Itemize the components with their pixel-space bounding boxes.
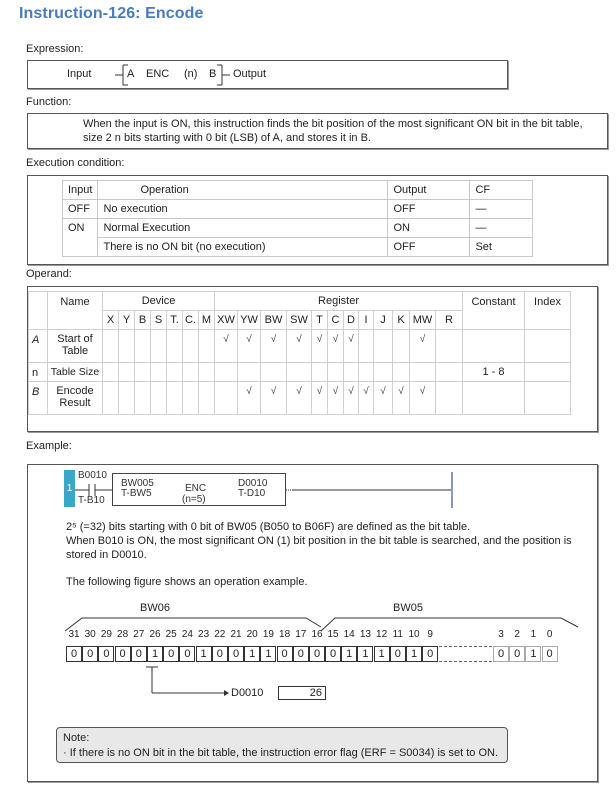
op-check-cell: [135, 330, 151, 363]
op-check-cell: [151, 382, 167, 415]
example-text-3: stored in D0010.: [66, 549, 147, 561]
op-check-cell: [312, 363, 328, 382]
operand-header-row-1: [29, 292, 571, 311]
op-col-header: J: [374, 311, 393, 330]
bit-cell: 1: [341, 646, 357, 662]
exec-header-output: Output: [388, 181, 470, 200]
op-check-cell: √: [393, 382, 410, 415]
operand-label: Operand:: [26, 268, 72, 280]
expression-input: Input: [67, 68, 92, 80]
function-line-2: size 2 n bits starting with 0 bit (LSB) of A, and stores it in B.: [83, 132, 371, 144]
op-col-header: C: [328, 311, 344, 330]
bit-cell: 0: [309, 646, 325, 662]
expression-mnemonic: ENC: [146, 68, 170, 80]
bit-cell: 1: [406, 646, 422, 662]
op-check-cell: [119, 382, 135, 415]
op-check-cell: √: [238, 382, 261, 415]
bit-cell: 0: [82, 646, 98, 662]
op-check-cell: √: [410, 330, 436, 363]
op-check-cell: [393, 363, 410, 382]
op-check-cell: [344, 363, 359, 382]
op-check-cell: [167, 330, 183, 363]
op-row-name: Encode Result: [48, 382, 103, 415]
contact-label-top: B0010: [78, 470, 107, 481]
bit-cell: 0: [390, 646, 406, 662]
op-check-cell: [328, 363, 344, 382]
op-check-cell: √: [374, 382, 393, 415]
op-col-header: I: [359, 311, 374, 330]
result-value: 26: [278, 686, 326, 700]
bit-position-label: 1: [530, 629, 537, 640]
operand-table: [28, 291, 571, 415]
expression-output: Output: [233, 68, 267, 80]
omitted-bits-gap: [439, 646, 492, 662]
bit-cell: 0: [509, 646, 525, 662]
op-col-header: X: [103, 311, 119, 330]
op-check-cell: [359, 363, 374, 382]
exec-header-cf: CF: [470, 181, 533, 200]
bit-position-label: 28: [117, 629, 129, 640]
bit-position-label: 11: [392, 629, 403, 640]
bit-cell: 0: [325, 646, 341, 662]
bit-cell: 1: [147, 646, 163, 662]
example-box: [27, 464, 598, 782]
contact-label-bottom: T-B10: [78, 495, 105, 506]
bit-cell: 1: [357, 646, 373, 662]
example-label: Example:: [26, 440, 72, 452]
bit-cell: 0: [179, 646, 195, 662]
exec-cell: OFF: [388, 238, 470, 257]
bit-cell: 0: [228, 646, 244, 662]
execution-header-row: [63, 181, 533, 200]
bit-cell: 0: [277, 646, 293, 662]
bit-table: [28, 629, 599, 669]
page-title: Instruction-126: Encode: [19, 5, 204, 22]
op-check-cell: √: [410, 382, 436, 415]
bit-cell: 0: [163, 646, 179, 662]
exec-cell: There is no ON bit (no execution): [98, 238, 388, 257]
op-header-sym: [29, 292, 48, 330]
op-row-index: [525, 330, 571, 363]
expression-param: (n): [184, 68, 198, 80]
bit-position-label: 3: [498, 629, 504, 640]
op-header-register: Register: [215, 292, 463, 311]
bit-cell: 0: [66, 646, 82, 662]
exec-cell: OFF: [388, 200, 470, 219]
op-check-cell: [199, 330, 215, 363]
bit-cell: 1: [374, 646, 390, 662]
op-check-cell: [103, 363, 119, 382]
bit-cell: 0: [293, 646, 309, 662]
op-check-cell: [103, 330, 119, 363]
exec-cell: No execution: [98, 200, 388, 219]
execution-box: [27, 175, 608, 265]
op-check-cell: [119, 363, 135, 382]
bit-cell: 1: [525, 646, 541, 662]
op-row-index: [525, 363, 571, 382]
bit-position-label: 10: [408, 629, 420, 640]
bit-position-label: 30: [84, 629, 96, 640]
dest-tag: T-D10: [238, 488, 266, 499]
expression-operand-b: B: [209, 68, 217, 80]
instruction-param: (n=5): [182, 494, 206, 505]
dest-operand: D0010: [238, 478, 268, 489]
op-check-cell: √: [287, 382, 312, 415]
exec-cell: Normal Execution: [98, 219, 388, 238]
bit-position-label: 27: [133, 629, 145, 640]
bit-position-label: 29: [100, 629, 112, 640]
bit-position-label: 24: [181, 629, 193, 640]
op-col-header: Y: [119, 311, 135, 330]
bw05-label: BW05: [393, 602, 423, 614]
op-check-cell: √: [238, 330, 261, 363]
table-row: [63, 238, 533, 257]
op-check-cell: [436, 382, 463, 415]
bit-cell: 0: [131, 646, 147, 662]
execution-table: [62, 180, 533, 257]
op-check-cell: [199, 382, 215, 415]
op-check-cell: [287, 363, 312, 382]
expression-operand-a: A: [127, 68, 135, 80]
exec-header-input: Input: [63, 181, 98, 200]
op-check-cell: [436, 363, 463, 382]
source-tag: T-BW5: [121, 488, 152, 499]
op-col-header: T: [312, 311, 328, 330]
op-header-constant: Constant: [463, 292, 525, 330]
op-check-cell: [393, 330, 410, 363]
ladder-diagram: [64, 470, 474, 510]
op-row-symbol: B: [29, 382, 48, 415]
expression-label: Expression:: [26, 43, 84, 55]
rung-wire: [286, 470, 456, 510]
exec-cell: [63, 238, 98, 257]
op-check-cell: √: [344, 382, 359, 415]
op-row-index: [525, 382, 571, 415]
op-check-cell: √: [328, 382, 344, 415]
bit-position-label: 31: [68, 629, 80, 640]
bit-position-label: 26: [149, 629, 161, 640]
op-header-name: Name: [48, 292, 103, 330]
bit-position-label: 19: [262, 629, 274, 640]
execution-label: Execution condition:: [26, 157, 125, 169]
bit-cell: 1: [260, 646, 276, 662]
table-row: [63, 200, 533, 219]
bit-position-label: 23: [198, 629, 210, 640]
bit-cell: 0: [542, 646, 558, 662]
op-check-cell: [436, 330, 463, 363]
bit-position-label: 0: [546, 629, 553, 640]
op-col-header: YW: [238, 311, 261, 330]
exec-cell: OFF: [63, 200, 98, 219]
op-check-cell: [151, 363, 167, 382]
op-check-cell: [103, 382, 119, 415]
bit-position-label: 16: [311, 629, 323, 640]
op-check-cell: √: [344, 330, 359, 363]
op-check-cell: [119, 330, 135, 363]
bit-position-label: 13: [359, 629, 371, 640]
result-register: D0010: [231, 687, 264, 699]
example-text-4: The following figure shows an operation example.: [66, 576, 308, 588]
op-col-header: MW: [410, 311, 436, 330]
bit-position-label: 18: [279, 629, 291, 640]
exec-cell: ON: [388, 219, 470, 238]
op-row-constant: [463, 330, 525, 363]
op-check-cell: [151, 330, 167, 363]
op-check-cell: √: [287, 330, 312, 363]
bit-cell: 1: [196, 646, 212, 662]
bit-cell: 0: [212, 646, 228, 662]
exec-cell: —: [470, 200, 533, 219]
op-check-cell: [374, 330, 393, 363]
bit-position-label: 21: [230, 629, 242, 640]
op-check-cell: [183, 363, 199, 382]
op-check-cell: √: [328, 330, 344, 363]
op-check-cell: √: [261, 330, 287, 363]
bit-position-label: 12: [376, 629, 388, 640]
op-check-cell: [238, 363, 261, 382]
op-col-header: S: [151, 311, 167, 330]
op-check-cell: [183, 382, 199, 415]
exec-cell: ON: [63, 219, 98, 238]
op-row-constant: 1 - 8: [463, 363, 525, 382]
table-row: [29, 330, 571, 363]
note-title: Note:: [63, 732, 90, 744]
bit-cell: 0: [115, 646, 131, 662]
op-check-cell: √: [312, 330, 328, 363]
bit-position-label: 20: [246, 629, 258, 640]
op-check-cell: [359, 330, 374, 363]
op-check-cell: [167, 382, 183, 415]
op-check-cell: √: [261, 382, 287, 415]
op-col-header: C.: [183, 311, 199, 330]
bit-position-label: 9: [427, 629, 433, 640]
op-col-header: SW: [287, 311, 312, 330]
op-row-constant: [463, 382, 525, 415]
right-bracket-icon: [216, 63, 230, 87]
exec-cell: —: [470, 219, 533, 238]
bit-position-label: 17: [295, 629, 307, 640]
note-box: [56, 727, 508, 763]
exec-header-operation: Operation: [98, 181, 388, 200]
example-text-2: When B010 is ON, the most significant ON (1) bit position in the bit table is searched, and the position is: [66, 535, 572, 547]
op-col-header: K: [393, 311, 410, 330]
op-check-cell: √: [215, 330, 238, 363]
rung-number: 1: [64, 470, 75, 507]
op-check-cell: [374, 363, 393, 382]
bit-position-label: 25: [165, 629, 177, 640]
op-header-device: Device: [103, 292, 215, 311]
op-check-cell: [215, 382, 238, 415]
op-check-cell: [215, 363, 238, 382]
op-check-cell: [199, 363, 215, 382]
enc-function-block[interactable]: [112, 473, 286, 506]
table-row: [29, 382, 571, 415]
bit-cell: 0: [422, 646, 438, 662]
note-text: · If there is no ON bit in the bit table, the instruction error flag (ERF = S0034) is set to ON.: [63, 747, 498, 759]
op-check-cell: √: [312, 382, 328, 415]
bit-position-label: 2: [514, 629, 520, 640]
op-col-header: XW: [215, 311, 238, 330]
bit-cell: 0: [493, 646, 509, 662]
op-col-header: M: [199, 311, 215, 330]
op-row-symbol: n: [29, 363, 48, 382]
bit-cell: 1: [244, 646, 260, 662]
expression-box: [27, 60, 508, 89]
op-header-index: Index: [525, 292, 571, 330]
table-row: [63, 219, 533, 238]
op-col-header: T.: [167, 311, 183, 330]
instruction-mnemonic: ENC: [185, 483, 207, 494]
op-col-header: B: [135, 311, 151, 330]
source-operand: BW005: [121, 478, 154, 489]
op-col-header: D: [344, 311, 359, 330]
function-box: [27, 113, 608, 149]
function-line-1: When the input is ON, this instruction finds the bit position of the most significant ON bit in the bit table,: [83, 118, 583, 130]
op-check-cell: [261, 363, 287, 382]
op-col-header: BW: [261, 311, 287, 330]
op-col-header: R: [436, 311, 463, 330]
op-row-name: Table Size: [48, 363, 103, 382]
op-row-name: Start of Table: [48, 330, 103, 363]
op-check-cell: [135, 382, 151, 415]
exec-cell: Set: [470, 238, 533, 257]
table-row: [29, 363, 571, 382]
op-check-cell: √: [359, 382, 374, 415]
bit-cell: 0: [98, 646, 114, 662]
example-text-1: 2⁵ (=32) bits starting with 0 bit of BW05 (B050 to B06F) are defined as the bit table.: [66, 521, 471, 533]
bit-position-label: 22: [214, 629, 226, 640]
op-row-symbol: A: [29, 330, 48, 363]
op-check-cell: [135, 363, 151, 382]
bit-position-label: 14: [343, 629, 355, 640]
op-check-cell: [167, 363, 183, 382]
op-check-cell: [183, 330, 199, 363]
bw06-label: BW06: [140, 602, 170, 614]
operand-box: [27, 286, 598, 432]
function-label: Function:: [26, 96, 72, 108]
op-check-cell: [410, 363, 436, 382]
bit-position-label: 15: [327, 629, 339, 640]
